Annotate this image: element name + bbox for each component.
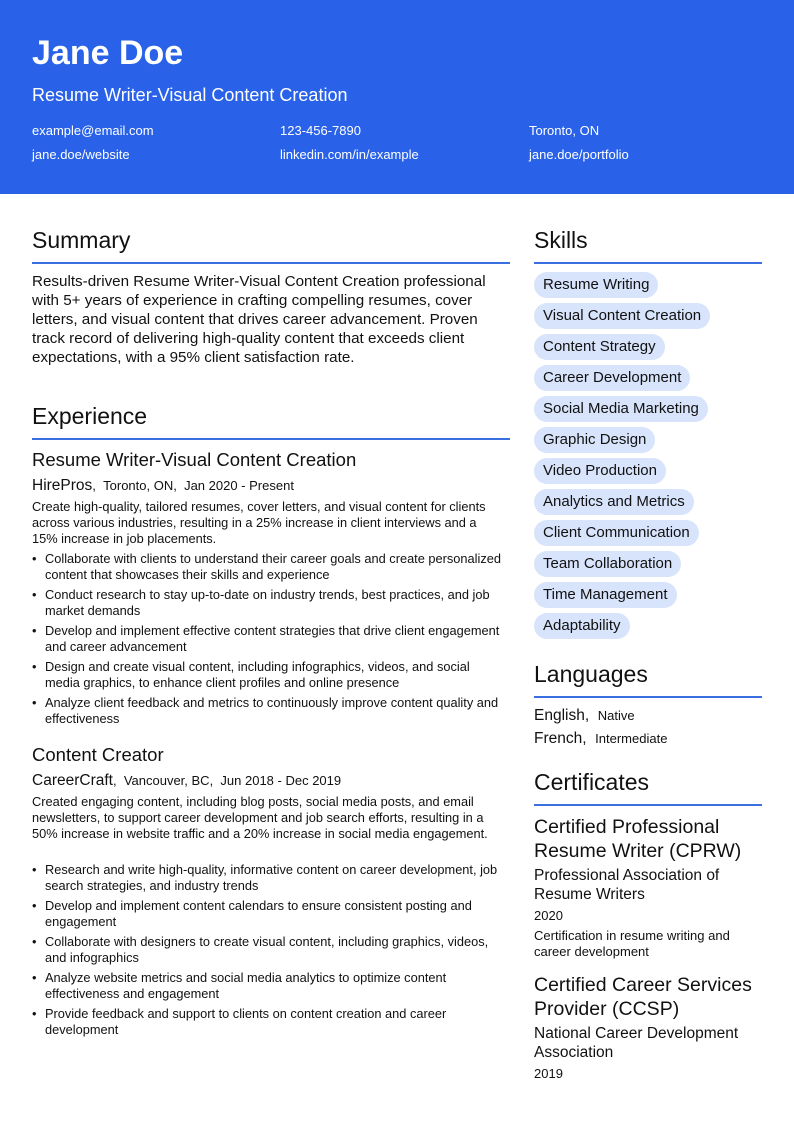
skill-tag: Content Strategy [534, 334, 665, 360]
list-item: • Collaborate with clients to understand their career goals and create personalized content that showcases their skills and experience [32, 551, 501, 582]
certificate-issuer: Professional Association of Resume Writers [534, 867, 720, 903]
language-item: English, Native [534, 707, 635, 724]
list-item: • Develop and implement content calendars to ensure consistent posting and engagement [32, 898, 472, 929]
portfolio-link[interactable]: jane.doe/portfolio [529, 147, 629, 162]
languages-divider [534, 696, 762, 698]
certificate-issuer: National Career Development Association [534, 1025, 739, 1061]
job-title: Resume Writer-Visual Content Creation [32, 449, 357, 470]
job-meta: HirePros, Toronto, ON, Jan 2020 - Present [32, 477, 294, 494]
job-meta: CareerCraft, Vancouver, BC, Jun 2018 - Dec 2019 [32, 772, 342, 789]
list-item: • Develop and implement effective content strategies that drive client engagement and career advancement [32, 623, 500, 654]
skill-tag: Visual Content Creation [534, 303, 710, 329]
skill-tag: Video Production [534, 458, 666, 484]
list-item: • Analyze client feedback and metrics to continuously improve content quality and effectiveness [32, 695, 499, 726]
candidate-name: Jane Doe [32, 34, 184, 72]
skill-tag: Time Management [534, 582, 677, 608]
website-link[interactable]: jane.doe/website [32, 147, 130, 162]
skills-divider [534, 262, 762, 264]
job-dates: Jun 2018 - Dec 2019 [220, 773, 342, 788]
list-item: • Design and create visual content, including infographics, videos, and social media graphics, to enhance client profiles and online presence [32, 659, 470, 690]
job-location: Vancouver, BC [123, 773, 210, 788]
summary-divider [32, 262, 510, 264]
certificate-description: Certification in resume writing and career development [534, 928, 730, 959]
language-name: French [534, 730, 583, 747]
skill-tag: Analytics and Metrics [534, 489, 694, 515]
language-level: Native [597, 708, 635, 723]
skills-heading: Skills [534, 227, 588, 253]
list-item: • Provide feedback and support to clients on content creation and career development [32, 1006, 447, 1037]
skill-tag: Resume Writing [534, 272, 658, 298]
experience-heading: Experience [32, 403, 148, 429]
skill-tag: Adaptability [534, 613, 630, 639]
skill-tag: Career Development [534, 365, 690, 391]
list-item: • Conduct research to stay up-to-date on industry trends, best practices, and job market demands [32, 587, 490, 618]
language-level: Intermediate [595, 731, 668, 746]
certificate-year: 2020 [534, 908, 563, 923]
job-dates: Jan 2020 - Present [184, 478, 294, 493]
certificates-heading: Certificates [534, 769, 650, 795]
job-company: HirePros [32, 477, 93, 494]
languages-heading: Languages [534, 661, 648, 687]
skill-tag: Graphic Design [534, 427, 655, 453]
skill-tag: Client Communication [534, 520, 699, 546]
certificates-divider [534, 804, 762, 806]
job-description: Create high-quality, tailored resumes, cover letters, and visual content for clients across various industries, resulting in a 25% increase in client interviews and a 15% increase in job placements. [32, 499, 486, 546]
linkedin-link[interactable]: linkedin.com/in/example [280, 147, 419, 162]
list-item: • Collaborate with designers to create visual content, including graphics, videos, and infographics [32, 934, 489, 965]
location-text: Toronto, ON [529, 123, 600, 138]
certificate-year: 2019 [534, 1066, 563, 1081]
certificate-name: Certified Career Services Provider (CCSP) [534, 974, 752, 1020]
phone-text: 123-456-7890 [280, 123, 361, 138]
experience-divider [32, 438, 510, 440]
list-item: • Research and write high-quality, informative content on career development, job search strategies, and industry trends [32, 862, 498, 893]
summary-text: Results-driven Resume Writer-Visual Content Creation professional with 5+ years of experience in crafting compelling resumes, cover letters, and visual content that drives career advancement. Proven track record of delivering high-quality content that exceeds client expectations, with a 95% client satisfaction rate. [32, 273, 486, 366]
job-location: Toronto, ON [103, 478, 174, 493]
skill-tag: Social Media Marketing [534, 396, 708, 422]
resume-header [0, 0, 794, 194]
job-title: Content Creator [32, 744, 164, 765]
job-bullets [32, 862, 502, 1042]
language-name: English [534, 707, 585, 724]
job-description: Created engaging content, including blog posts, social media posts, and email newsletters, to support career development and job search efforts, resulting in a 50% increase in website traffic and a 20% increase in social media engagement. [32, 794, 488, 841]
candidate-headline: Resume Writer-Visual Content Creation [32, 85, 348, 105]
summary-heading: Summary [32, 227, 131, 253]
skill-tag: Team Collaboration [534, 551, 681, 577]
certificate-name: Certified Professional Resume Writer (CPRW) [534, 816, 742, 862]
language-item: French, Intermediate [534, 730, 668, 747]
job-bullets [32, 551, 502, 731]
email-link[interactable]: example@email.com [32, 123, 154, 138]
list-item: • Analyze website metrics and social media analytics to optimize content effectiveness and engagement [32, 970, 447, 1001]
job-company: CareerCraft [32, 772, 113, 789]
